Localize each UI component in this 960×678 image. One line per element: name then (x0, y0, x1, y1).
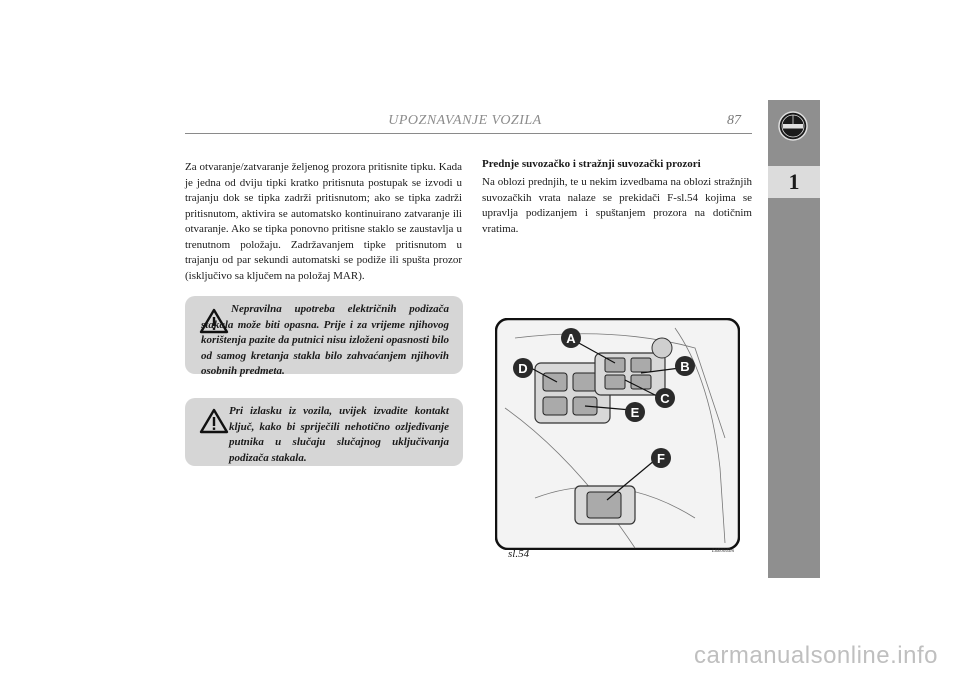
figure-code: L0E0045m (712, 549, 734, 554)
warning-box (185, 296, 463, 377)
body-paragraph: Za otvaranje/zatvaranje željenog prozora pritisnite tipku. Kada je jedna od dviju tipki kratko pritisnuta postupak se izvodi u trajanju dok se tipka zadrži pritisnutom; ako se tipka zadrži pritisnutom, aktivira se automatsko kontinuirano zatvaranje ili otvaranje. Ako se tipka ponovno pritisne staklo se zaustavlja u trenutnom položaju. Zadržavanjem tipke pritisnutom u trajanju od par sekundi automatski se podiže ili spušta prozor (isključivo sa ključem na položaj MAR). (185, 161, 462, 282)
body-paragraph: Na oblozi prednjih, te u nekim izvedbama na oblozi stražnjih suvozačkih vrata nalaze se prekidači F-sl.54 kojima se upravlja podizanjem i spuštanjem prozora na dotičnim vratima. (482, 176, 752, 235)
label-b: B (680, 359, 690, 374)
section-heading: Prednje suvozačko i stražnji suvozački prozori (482, 158, 701, 170)
warning-text: Pri izlasku iz vozila, uvijek izvadite kontakt ključ, kako bi spriječili nehotično ozljeđivanje putnika u slučaju slučajnog uključivanja podizača stakala. (229, 405, 449, 464)
watermark: carmanualsonline.info (694, 642, 938, 669)
page-number: 87 (727, 113, 741, 128)
warning-triangle-icon (199, 408, 229, 434)
label-c: C (660, 391, 670, 406)
warning-text: Nepravilna upotreba električnih podizača stakala može biti opasna. Prije i za vrijeme njihovog korištenja pazite da putnici nisu izloženi opasnosti bilo od samog kretanja stakla bilo zahvaćanjem njihovih osobnih predmeta. (201, 303, 449, 377)
label-a: A (566, 331, 576, 346)
lancia-logo-icon (777, 110, 809, 142)
figure-caption: sl.54 (508, 548, 530, 560)
chapter-sidebar (768, 100, 820, 578)
chapter-number: 1 (768, 166, 820, 198)
header-title: UPOZNAVANJE VOZILA (388, 113, 542, 128)
label-f: F (657, 451, 665, 466)
label-e: E (630, 405, 640, 420)
header-rule (185, 133, 752, 134)
window-switch-illustration (495, 318, 740, 550)
label-d: D (518, 361, 528, 376)
warning-box (185, 398, 463, 466)
